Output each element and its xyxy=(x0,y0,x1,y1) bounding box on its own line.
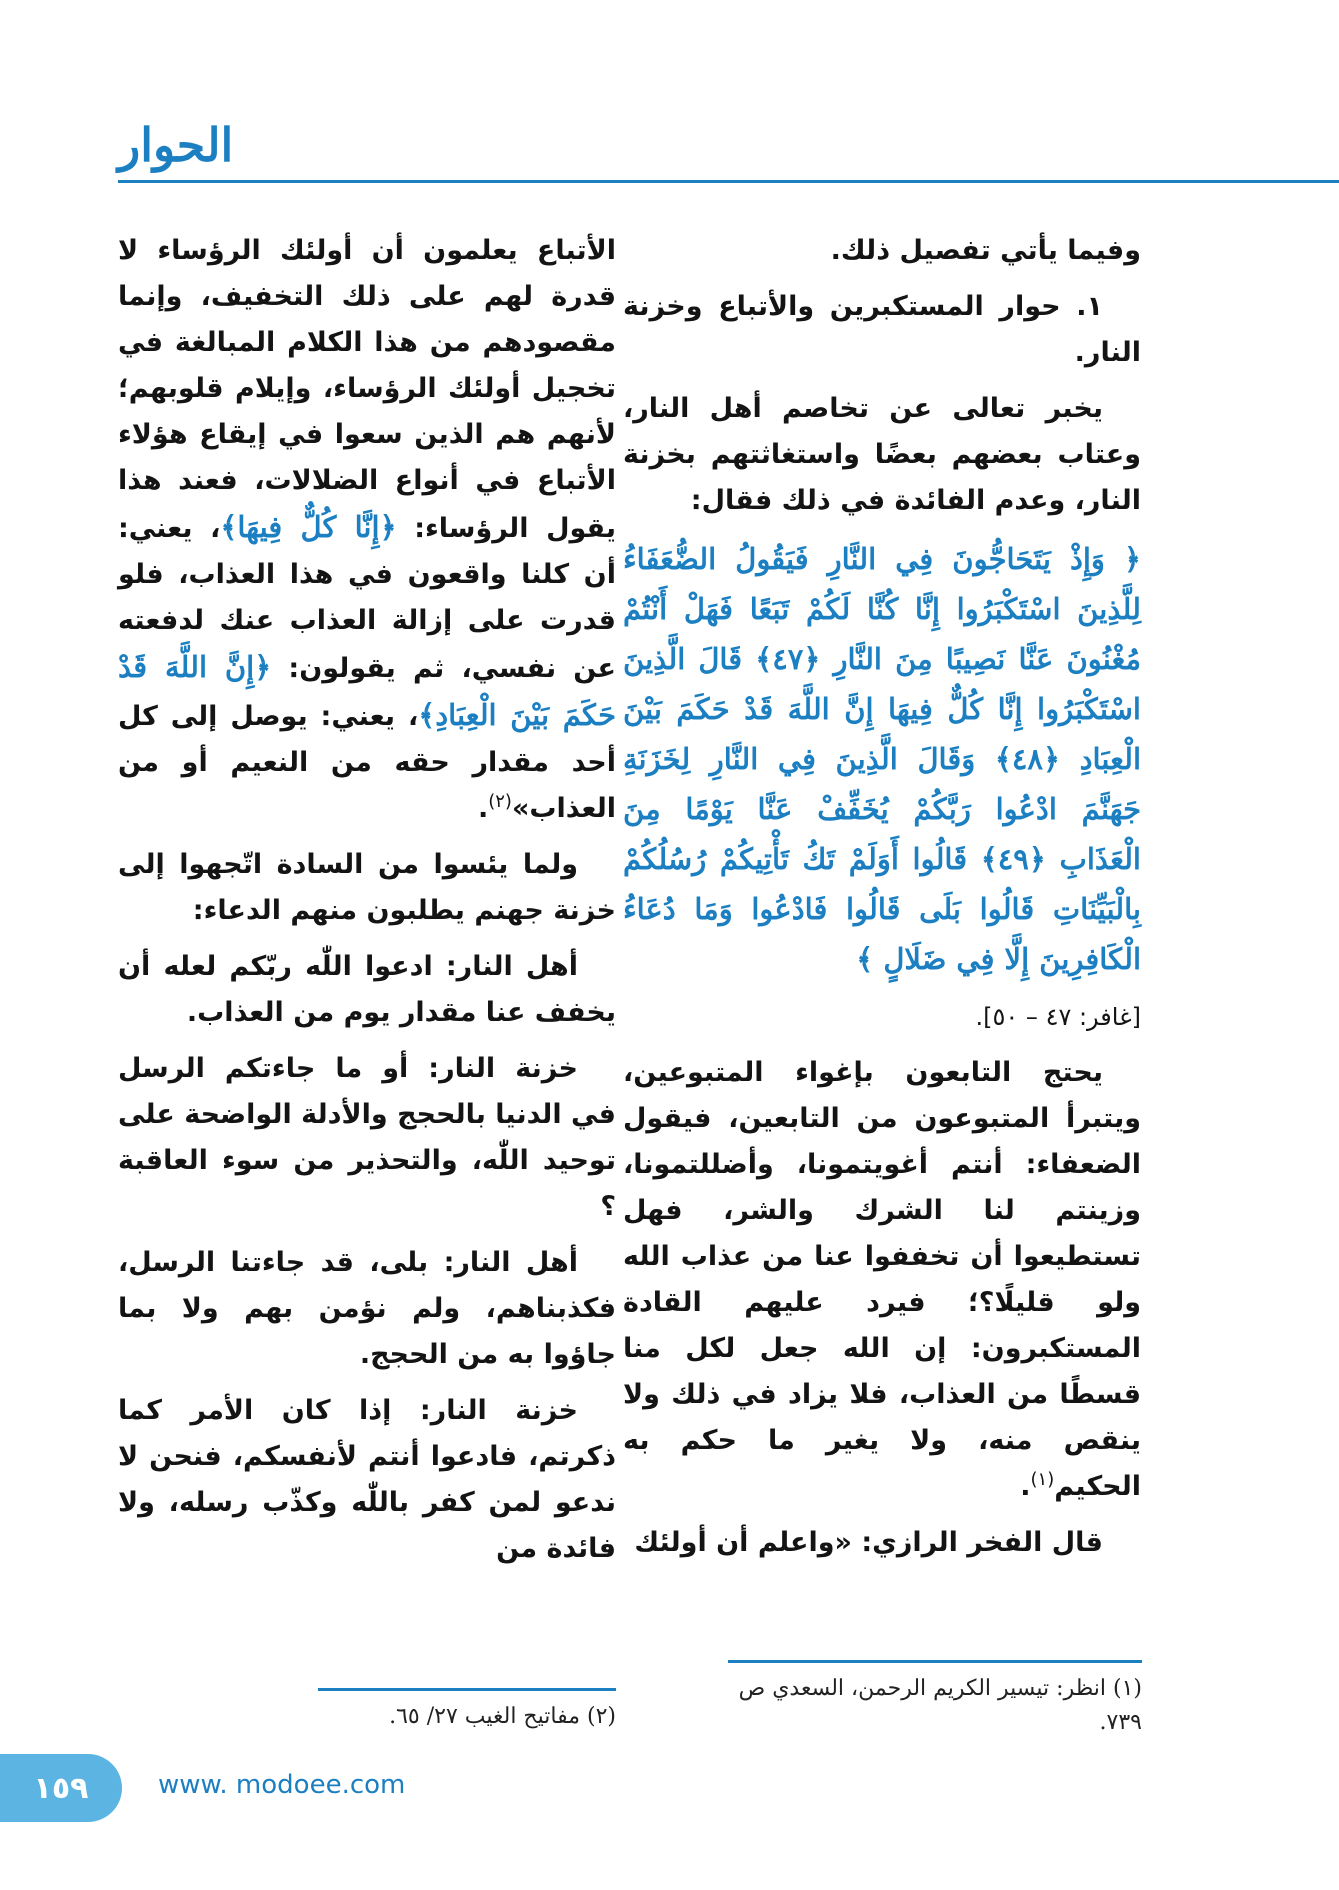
footnote-ref-1: (١) xyxy=(1030,1469,1055,1490)
website-url[interactable]: www. modoee.com xyxy=(158,1770,406,1800)
razi-text-c: ، يعني: يوصل إلى كل أحد مقدار حقه من النعيم أو من العذاب» xyxy=(118,701,616,824)
dialogue-keepers-2: خزنة النار: إذا كان الأمر كما ذكرتم، فادعوا أنتم لأنفسكم، فنحن لا ندعو لمن كفر باللّٰه وكذّب رسله، ولا فائدة من xyxy=(118,1395,616,1564)
razi-text-b: ، يعني: أن كلنا واقعون في هذا العذاب، فلو قدرت على إزالة العذاب عنك لدفعته عن نفسي، ثم يقولون: xyxy=(118,513,617,684)
footnote-right: (١) انظر: تيسير الكريم الرحمن، السعدي ص ٧٣٩. xyxy=(738,1676,1142,1735)
razi-text-a: الأتباع يعلمون أن أولئك الرؤساء لا قدرة لهم على ذلك التخفيف، وإنما مقصودهم من هذا الكلام المبالغة في تخجيل أولئك الرؤساء، وإيلام قلوبهم؛ لأنهم هم الذين سعوا في إيقاع هؤلاء الأتباع في أنواع الضلالات، فعند هذا يقول الرؤساء: xyxy=(118,235,616,544)
razi-text-end: . xyxy=(477,793,489,824)
verse-citation: [غافر: ٤٧ – ٥٠]. xyxy=(975,1003,1141,1031)
paragraph-razi-continued xyxy=(118,228,616,832)
paragraph-intro: وفيما يأتي تفصيل ذلك. xyxy=(830,235,1141,266)
paragraph-explanation-text: يحتج التابعون بإغواء المتبوعين، ويتبرأ المتبوعون من التابعين، فيقول الضعفاء: أنتم أغويتمونا، وأضللتمونا، وزينتم لنا الشرك والشر، فهل تستطيعوا أن تخففوا عنا من عذاب الله ولو قليلًا؟؛ فيرد عليهم القادة المستكبرون: إن الله جعل لكل منا قسطًا من العذاب، فلا يزاد في ذلك ولا ينقص منه، ولا يغير ما حكم به الحكيم xyxy=(623,1057,1141,1502)
footnote-ref-2: (٢) xyxy=(488,791,512,812)
paragraph-despair: ولما يئسوا من السادة اتّجهوا إلى خزنة جهنم يطلبون منهم الدعاء: xyxy=(118,849,616,926)
quran-verses: ﴿ وَإِذْ يَتَحَاجُّونَ فِي النَّارِ فَيَقُولُ الضُّعَفَاءُ لِلَّذِينَ اسْتَكْبَرُوا إِنَّا كُنَّا لَكُمْ تَبَعًا فَهَلْ أَنْتُمْ مُغْنُونَ عَنَّا نَصِيبًا مِنَ النَّارِ ﴿٤٧﴾ قَالَ الَّذِينَ اسْتَكْبَرُوا إِنَّا كُلٌّ فِيهَا إِنَّ اللَّهَ قَدْ حَكَمَ بَيْنَ الْعِبَادِ ﴿٤٨﴾ وَقَالَ الَّذِينَ فِي النَّارِ لِخَزَنَةِ جَهَنَّمَ ادْعُوا رَبَّكُمْ يُخَفِّفْ عَنَّا يَوْمًا مِنَ الْعَذَابِ ﴿٤٩﴾ قَالُوا أَوَلَمْ تَكُ تَأْتِيكُمْ رُسُلُكُمْ بِالْبَيِّنَاتِ قَالُوا بَلَى قَالُوا فَادْعُوا وَمَا دُعَاءُ الْكَافِرِينَ إِلَّا فِي ضَلَالٍ ﴾ xyxy=(623,542,1141,976)
page-number: ١٥٩ xyxy=(33,1770,89,1806)
paragraph-explanation xyxy=(623,1050,1141,1510)
section-heading: ١. حوار المستكبرين والأتباع وخزنة النار. xyxy=(623,291,1141,368)
paragraph-context: يخبر تعالى عن تخاصم أهل النار، وعتاب بعضهم بعضًا واستغاثتهم بخزنة النار، وعدم الفائدة في ذلك فقال: xyxy=(623,393,1141,516)
footnote-left: (٢) مفاتيح الغيب ٢٧/ ٦٥. xyxy=(389,1704,616,1729)
dialogue-people-of-fire-2: أهل النار: بلى، قد جاءتنا الرسل، فكذبناهم، ولم نؤمن بهم ولا بما جاؤوا به من الحجج. xyxy=(118,1247,616,1370)
right-column xyxy=(623,228,1141,1576)
header-rule xyxy=(118,180,1339,183)
footnote-rule-right xyxy=(728,1660,1142,1663)
dialogue-people-of-fire-1: أهل النار: ادعوا اللّٰه ربّكم لعله أن يخفف عنا مقدار يوم من العذاب. xyxy=(118,951,616,1028)
quran-inline-2: ﴿إِنَّ اللَّهَ قَدْ حَكَمَ بَيْنَ الْعِبَادِ﴾ xyxy=(118,650,616,732)
dialogue-keepers-1: خزنة النار: أو ما جاءتكم الرسل في الدنيا بالحجج والأدلة الواضحة على توحيد اللّٰه، والتحذير من سوء العاقبة ؟ xyxy=(118,1053,616,1222)
running-header-title: الحوار xyxy=(118,118,234,172)
page-number-badge xyxy=(0,1754,122,1822)
quran-inline-1: ﴿إِنَّا كُلٌّ فِيهَا﴾ xyxy=(220,510,397,544)
footnote-rule-left xyxy=(318,1688,616,1691)
paragraph-razi-quote: قال الفخر الرازي: «واعلم أن أولئك xyxy=(634,1527,1103,1558)
left-column xyxy=(118,228,616,1582)
paragraph-explanation-end: . xyxy=(1020,1471,1031,1502)
